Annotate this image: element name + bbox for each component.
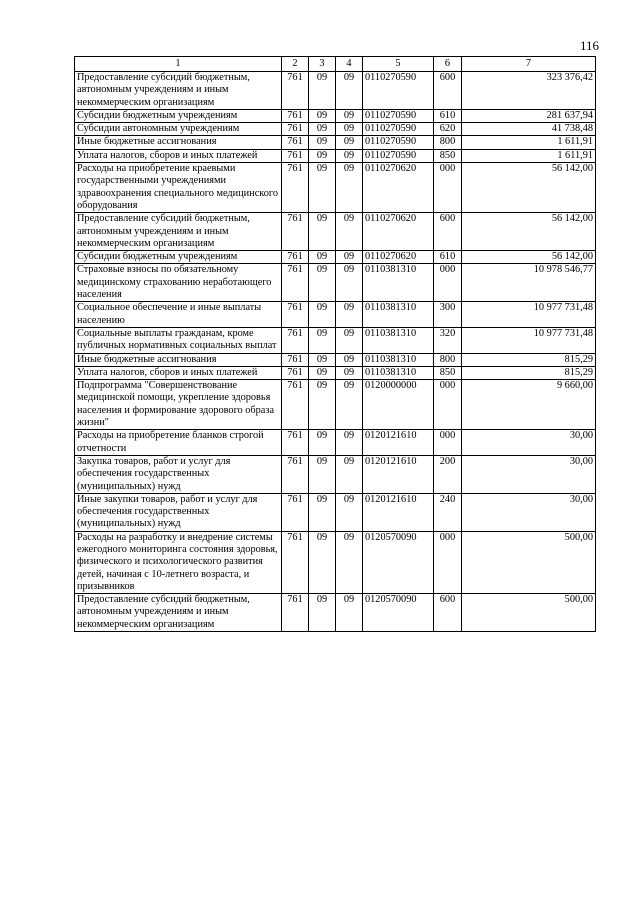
grbs-code-cell: 761 bbox=[282, 366, 309, 379]
section-code-cell: 09 bbox=[309, 149, 336, 162]
grbs-code-cell: 761 bbox=[282, 109, 309, 122]
target-article-cell: 0110270590 bbox=[363, 149, 434, 162]
item-name-cell: Социальное обеспечение и иные выплаты населению bbox=[75, 302, 282, 328]
header-row bbox=[75, 57, 596, 72]
expense-type-cell: 600 bbox=[434, 72, 462, 110]
target-article-cell: 0120570090 bbox=[363, 594, 434, 632]
amount-cell: 281 637,94 bbox=[462, 109, 596, 122]
amount-cell: 10 977 731,48 bbox=[462, 327, 596, 353]
target-article-cell: 0110381310 bbox=[363, 353, 434, 366]
subsection-code-cell: 09 bbox=[336, 594, 363, 632]
grbs-code-cell: 761 bbox=[282, 353, 309, 366]
table-row bbox=[75, 136, 596, 149]
grbs-code-cell: 761 bbox=[282, 136, 309, 149]
grbs-code-cell: 761 bbox=[282, 72, 309, 110]
target-article-cell: 0110270620 bbox=[363, 163, 434, 213]
column-header-7: 7 bbox=[462, 57, 596, 72]
table-row bbox=[75, 251, 596, 264]
expense-type-cell: 320 bbox=[434, 327, 462, 353]
table-body bbox=[75, 72, 596, 632]
amount-cell: 10 978 546,77 bbox=[462, 264, 596, 302]
expense-type-cell: 300 bbox=[434, 302, 462, 328]
target-article-cell: 0120000000 bbox=[363, 380, 434, 430]
item-name-cell: Иные закупки товаров, работ и услуг для обеспечения государственных (муниципальных) нужд bbox=[75, 493, 282, 531]
subsection-code-cell: 09 bbox=[336, 251, 363, 264]
table-row bbox=[75, 455, 596, 493]
amount-cell: 9 660,00 bbox=[462, 380, 596, 430]
subsection-code-cell: 09 bbox=[336, 264, 363, 302]
item-name-cell: Иные бюджетные ассигнования bbox=[75, 353, 282, 366]
expense-type-cell: 000 bbox=[434, 380, 462, 430]
grbs-code-cell: 761 bbox=[282, 264, 309, 302]
subsection-code-cell: 09 bbox=[336, 163, 363, 213]
expense-type-cell: 000 bbox=[434, 430, 462, 456]
table-row bbox=[75, 594, 596, 632]
item-name-cell: Расходы на разработку и внедрение системы ежегодного мониторинга состояния здоровья, физического и психологического развития детей, начиная с 10-летнего возраста, и призывников bbox=[75, 531, 282, 593]
expense-type-cell: 610 bbox=[434, 251, 462, 264]
subsection-code-cell: 09 bbox=[336, 455, 363, 493]
section-code-cell: 09 bbox=[309, 213, 336, 251]
subsection-code-cell: 09 bbox=[336, 213, 363, 251]
grbs-code-cell: 761 bbox=[282, 493, 309, 531]
item-name-cell: Предоставление субсидий бюджетным, автономным учреждениям и иным некоммерческим организациям bbox=[75, 594, 282, 632]
column-header-5: 5 bbox=[363, 57, 434, 72]
column-header-4: 4 bbox=[336, 57, 363, 72]
section-code-cell: 09 bbox=[309, 302, 336, 328]
expense-type-cell: 800 bbox=[434, 353, 462, 366]
amount-cell: 30,00 bbox=[462, 455, 596, 493]
target-article-cell: 0120121610 bbox=[363, 493, 434, 531]
item-name-cell: Субсидии бюджетным учреждениям bbox=[75, 109, 282, 122]
section-code-cell: 09 bbox=[309, 455, 336, 493]
section-code-cell: 09 bbox=[309, 163, 336, 213]
item-name-cell: Предоставление субсидий бюджетным, автономным учреждениям и иным некоммерческим организациям bbox=[75, 72, 282, 110]
item-name-cell: Субсидии бюджетным учреждениям bbox=[75, 251, 282, 264]
target-article-cell: 0110381310 bbox=[363, 302, 434, 328]
item-name-cell: Предоставление субсидий бюджетным, автономным учреждениям и иным некоммерческим организациям bbox=[75, 213, 282, 251]
grbs-code-cell: 761 bbox=[282, 531, 309, 593]
subsection-code-cell: 09 bbox=[336, 353, 363, 366]
target-article-cell: 0120570090 bbox=[363, 531, 434, 593]
table-row bbox=[75, 531, 596, 593]
subsection-code-cell: 09 bbox=[336, 531, 363, 593]
amount-cell: 56 142,00 bbox=[462, 163, 596, 213]
target-article-cell: 0110270590 bbox=[363, 72, 434, 110]
item-name-cell: Социальные выплаты гражданам, кроме публичных нормативных социальных выплат bbox=[75, 327, 282, 353]
section-code-cell: 09 bbox=[309, 109, 336, 122]
grbs-code-cell: 761 bbox=[282, 594, 309, 632]
section-code-cell: 09 bbox=[309, 366, 336, 379]
grbs-code-cell: 761 bbox=[282, 251, 309, 264]
amount-cell: 500,00 bbox=[462, 531, 596, 593]
subsection-code-cell: 09 bbox=[336, 366, 363, 379]
table-row bbox=[75, 264, 596, 302]
expense-type-cell: 240 bbox=[434, 493, 462, 531]
section-code-cell: 09 bbox=[309, 594, 336, 632]
target-article-cell: 0120121610 bbox=[363, 455, 434, 493]
target-article-cell: 0110270620 bbox=[363, 251, 434, 264]
amount-cell: 815,29 bbox=[462, 353, 596, 366]
item-name-cell: Расходы на приобретение краевыми государственными учреждениями здравоохранения специального медицинского оборудования bbox=[75, 163, 282, 213]
grbs-code-cell: 761 bbox=[282, 163, 309, 213]
column-header-3: 3 bbox=[309, 57, 336, 72]
subsection-code-cell: 09 bbox=[336, 380, 363, 430]
grbs-code-cell: 761 bbox=[282, 430, 309, 456]
budget-table bbox=[74, 56, 596, 632]
expense-type-cell: 000 bbox=[434, 163, 462, 213]
item-name-cell: Уплата налогов, сборов и иных платежей bbox=[75, 366, 282, 379]
column-header-6: 6 bbox=[434, 57, 462, 72]
target-article-cell: 0120121610 bbox=[363, 430, 434, 456]
expense-type-cell: 620 bbox=[434, 123, 462, 136]
subsection-code-cell: 09 bbox=[336, 109, 363, 122]
amount-cell: 56 142,00 bbox=[462, 251, 596, 264]
subsection-code-cell: 09 bbox=[336, 72, 363, 110]
table-row bbox=[75, 430, 596, 456]
grbs-code-cell: 761 bbox=[282, 327, 309, 353]
item-name-cell: Субсидии автономным учреждениям bbox=[75, 123, 282, 136]
table-row bbox=[75, 366, 596, 379]
table-row bbox=[75, 123, 596, 136]
table-row bbox=[75, 493, 596, 531]
item-name-cell: Страховые взносы по обязательному медицинскому страхованию неработающего населения bbox=[75, 264, 282, 302]
section-code-cell: 09 bbox=[309, 327, 336, 353]
subsection-code-cell: 09 bbox=[336, 136, 363, 149]
expense-type-cell: 000 bbox=[434, 264, 462, 302]
section-code-cell: 09 bbox=[309, 264, 336, 302]
grbs-code-cell: 761 bbox=[282, 455, 309, 493]
item-name-cell: Расходы на приобретение бланков строгой отчетности bbox=[75, 430, 282, 456]
table-row bbox=[75, 72, 596, 110]
amount-cell: 500,00 bbox=[462, 594, 596, 632]
target-article-cell: 0110270590 bbox=[363, 123, 434, 136]
expense-type-cell: 200 bbox=[434, 455, 462, 493]
table-row bbox=[75, 380, 596, 430]
column-header-1: 1 bbox=[75, 57, 282, 72]
target-article-cell: 0110381310 bbox=[363, 366, 434, 379]
item-name-cell: Закупка товаров, работ и услуг для обеспечения государственных (муниципальных) нужд bbox=[75, 455, 282, 493]
section-code-cell: 09 bbox=[309, 493, 336, 531]
expense-type-cell: 850 bbox=[434, 366, 462, 379]
target-article-cell: 0110270620 bbox=[363, 213, 434, 251]
page-number: 116 bbox=[579, 38, 599, 53]
subsection-code-cell: 09 bbox=[336, 149, 363, 162]
target-article-cell: 0110270590 bbox=[363, 136, 434, 149]
table-row bbox=[75, 302, 596, 328]
item-name-cell: Подпрограмма "Совершенствование медицинской помощи, укрепление здоровья населения и формирование здорового образа жизни" bbox=[75, 380, 282, 430]
section-code-cell: 09 bbox=[309, 430, 336, 456]
table-row bbox=[75, 109, 596, 122]
expense-type-cell: 000 bbox=[434, 531, 462, 593]
section-code-cell: 09 bbox=[309, 353, 336, 366]
grbs-code-cell: 761 bbox=[282, 213, 309, 251]
amount-cell: 41 738,48 bbox=[462, 123, 596, 136]
table-row bbox=[75, 149, 596, 162]
expense-type-cell: 610 bbox=[434, 109, 462, 122]
table-row bbox=[75, 327, 596, 353]
target-article-cell: 0110270590 bbox=[363, 109, 434, 122]
section-code-cell: 09 bbox=[309, 251, 336, 264]
subsection-code-cell: 09 bbox=[336, 430, 363, 456]
expense-type-cell: 600 bbox=[434, 594, 462, 632]
expense-type-cell: 850 bbox=[434, 149, 462, 162]
item-name-cell: Иные бюджетные ассигнования bbox=[75, 136, 282, 149]
section-code-cell: 09 bbox=[309, 136, 336, 149]
amount-cell: 1 611,91 bbox=[462, 149, 596, 162]
column-header-2: 2 bbox=[282, 57, 309, 72]
amount-cell: 56 142,00 bbox=[462, 213, 596, 251]
amount-cell: 30,00 bbox=[462, 493, 596, 531]
target-article-cell: 0110381310 bbox=[363, 264, 434, 302]
amount-cell: 815,29 bbox=[462, 366, 596, 379]
grbs-code-cell: 761 bbox=[282, 380, 309, 430]
amount-cell: 323 376,42 bbox=[462, 72, 596, 110]
grbs-code-cell: 761 bbox=[282, 123, 309, 136]
item-name-cell: Уплата налогов, сборов и иных платежей bbox=[75, 149, 282, 162]
section-code-cell: 09 bbox=[309, 72, 336, 110]
section-code-cell: 09 bbox=[309, 123, 336, 136]
grbs-code-cell: 761 bbox=[282, 302, 309, 328]
table-row bbox=[75, 163, 596, 213]
amount-cell: 10 977 731,48 bbox=[462, 302, 596, 328]
amount-cell: 1 611,91 bbox=[462, 136, 596, 149]
grbs-code-cell: 761 bbox=[282, 149, 309, 162]
subsection-code-cell: 09 bbox=[336, 123, 363, 136]
amount-cell: 30,00 bbox=[462, 430, 596, 456]
subsection-code-cell: 09 bbox=[336, 302, 363, 328]
subsection-code-cell: 09 bbox=[336, 493, 363, 531]
table-row bbox=[75, 213, 596, 251]
section-code-cell: 09 bbox=[309, 531, 336, 593]
subsection-code-cell: 09 bbox=[336, 327, 363, 353]
expense-type-cell: 800 bbox=[434, 136, 462, 149]
expense-type-cell: 600 bbox=[434, 213, 462, 251]
section-code-cell: 09 bbox=[309, 380, 336, 430]
target-article-cell: 0110381310 bbox=[363, 327, 434, 353]
table-row bbox=[75, 353, 596, 366]
